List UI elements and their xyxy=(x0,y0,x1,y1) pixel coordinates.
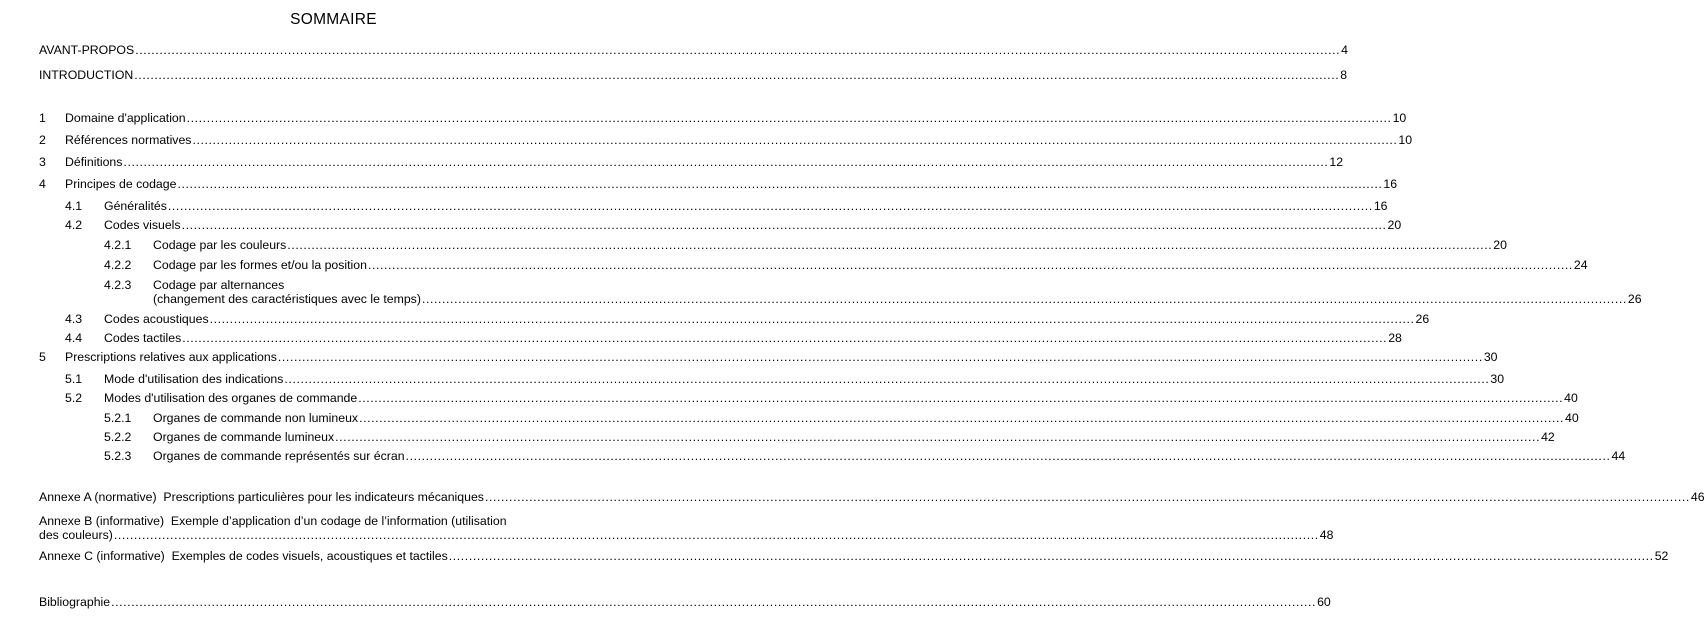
dot-leader: ............................................................................................................................................................................................................................................................................................................ xyxy=(284,372,1490,386)
dot-leader: ............................................................................................................................................................................................................................................................................................................ xyxy=(111,595,1317,609)
toc-entry-label: Codes visuels xyxy=(104,218,181,232)
toc-entry-label: Organes de commande représentés sur écran xyxy=(153,449,405,463)
toc-entry-label: Annexe B (informative) Exemple d’application d’un codage de l’information (utilisation xyxy=(39,514,507,528)
toc-entry-label: Codes tactiles xyxy=(104,331,182,345)
toc-entry-label: Codes acoustiques xyxy=(104,312,209,326)
toc-entry-label: Organes de commande lumineux xyxy=(153,430,335,444)
dot-leader: ............................................................................................................................................................................................................................................................................................................ xyxy=(367,258,1573,272)
toc-entry-page-number: 44 xyxy=(1611,449,1626,463)
dot-leader: ............................................................................................................................................................................................................................................................................................................ xyxy=(405,449,1611,463)
toc-entry-label: Bibliographie xyxy=(39,595,111,609)
toc-entry-number: 3 xyxy=(39,155,46,169)
toc-entry-page-number: 20 xyxy=(1493,238,1507,252)
toc-entry-page-number: 40 xyxy=(1564,391,1578,405)
toc-entry-number: 4.3 xyxy=(65,312,83,326)
dot-leader: ............................................................................................................................................................................................................................................................................................................ xyxy=(421,292,1627,306)
toc-entry-page-number: 26 xyxy=(1415,312,1430,326)
toc-entry-label: Prescriptions relatives aux applications xyxy=(65,350,277,364)
toc-entry-label: Annexe A (normative) Prescriptions particulières pour les indicateurs mécaniques xyxy=(39,490,484,504)
toc-entry-number: 5.2.1 xyxy=(104,411,132,425)
toc-entry-label: Codage par alternances xyxy=(153,278,285,292)
toc-entry-label: INTRODUCTION xyxy=(39,68,134,82)
dot-leader: ............................................................................................................................................................................................................................................................................................................ xyxy=(209,312,1415,326)
toc-entry-label: Domaine d'application xyxy=(65,111,186,125)
dot-leader: ............................................................................................................................................................................................................................................................................................................ xyxy=(181,218,1387,232)
toc-entry-page-number: 42 xyxy=(1541,430,1555,444)
toc-entry-label: Mode d'utilisation des indications xyxy=(104,372,284,386)
toc-entry-label: Organes de commande non lumineux xyxy=(153,411,359,425)
dot-leader: ............................................................................................................................................................................................................................................................................................................ xyxy=(287,238,1493,252)
dot-leader: ............................................................................................................................................................................................................................................................................................................ xyxy=(123,155,1329,169)
toc-entry-page-number: 8 xyxy=(1340,68,1348,82)
dot-leader: ............................................................................................................................................................................................................................................................................................................ xyxy=(335,430,1541,444)
dot-leader: ............................................................................................................................................................................................................................................................................................................ xyxy=(135,43,1341,57)
dot-leader: ............................................................................................................................................................................................................................................................................................................ xyxy=(182,331,1388,345)
toc-entry-page-number: 16 xyxy=(1373,199,1388,213)
toc-entry-number: 5.2.2 xyxy=(104,430,132,444)
toc-entry-page-number: 48 xyxy=(1319,528,1334,542)
toc-entry-page-number: 40 xyxy=(1565,411,1579,425)
toc-entry-number: 4.2 xyxy=(65,218,83,232)
toc-entry-page-number: 30 xyxy=(1490,372,1505,386)
toc-entry-label: AVANT-PROPOS xyxy=(39,43,135,57)
toc-entry-page-number: 30 xyxy=(1483,350,1498,364)
page-title: SOMMAIRE xyxy=(290,11,377,28)
dot-leader: ............................................................................................................................................................................................................................................................................................................ xyxy=(134,68,1340,82)
dot-leader: ............................................................................................................................................................................................................................................................................................................ xyxy=(167,199,1373,213)
toc-entry-label: Codage par les formes et/ou la position xyxy=(153,258,367,272)
toc-entry-page-number: 12 xyxy=(1329,155,1344,169)
toc-entry-label-continued: (changement des caractéristiques avec le temps) xyxy=(153,292,421,306)
toc-entry-page-number: 10 xyxy=(1398,133,1413,147)
dot-leader: ............................................................................................................................................................................................................................................................................................................ xyxy=(359,411,1565,425)
dot-leader: ............................................................................................................................................................................................................................................................................................................ xyxy=(448,549,1654,563)
toc-entry-page-number: 26 xyxy=(1627,292,1642,306)
toc-entry-label: Définitions xyxy=(65,155,123,169)
toc-entry-number: 5.1 xyxy=(65,372,83,386)
toc-entry-page-number: 10 xyxy=(1392,111,1407,125)
toc-entry-label: Généralités xyxy=(104,199,167,213)
toc-entry-number: 1 xyxy=(39,111,46,125)
dot-leader: ............................................................................................................................................................................................................................................................................................................ xyxy=(358,391,1564,405)
toc-entry-page-number: 4 xyxy=(1341,43,1349,57)
toc-entry-label: Annexe C (informative) Exemples de codes visuels, acoustiques et tactiles xyxy=(39,549,448,563)
toc-entry-label: Principes de codage xyxy=(65,177,177,191)
dot-leader: ............................................................................................................................................................................................................................................................................................................ xyxy=(192,133,1398,147)
toc-entry-number: 5 xyxy=(39,350,46,364)
toc-entry-number: 4 xyxy=(39,177,46,191)
toc-entry-number: 4.2.3 xyxy=(104,278,132,292)
toc-entry-label: Codage par les couleurs xyxy=(153,238,287,252)
dot-leader: ............................................................................................................................................................................................................................................................................................................ xyxy=(177,177,1383,191)
toc-entry-label: Modes d'utilisation des organes de commande xyxy=(104,391,358,405)
toc-entry-page-number: 52 xyxy=(1654,549,1669,563)
toc-entry-number: 4.2.1 xyxy=(104,238,132,252)
toc-entry-page-number: 24 xyxy=(1573,258,1588,272)
toc-entry-number: 5.2.3 xyxy=(104,449,132,463)
dot-leader: ............................................................................................................................................................................................................................................................................................................ xyxy=(484,490,1690,504)
toc-entry-page-number: 46 xyxy=(1690,490,1705,504)
toc-entry-page-number: 20 xyxy=(1387,218,1402,232)
dot-leader: ............................................................................................................................................................................................................................................................................................................ xyxy=(186,111,1392,125)
toc-entry-page-number: 28 xyxy=(1388,331,1402,345)
toc-entry-number: 4.1 xyxy=(65,199,83,213)
dot-leader: ............................................................................................................................................................................................................................................................................................................ xyxy=(277,350,1483,364)
toc-entry-page-number: 60 xyxy=(1317,595,1331,609)
toc-entry-number: 5.2 xyxy=(65,391,83,405)
toc-entry-number: 4.4 xyxy=(65,331,83,345)
toc-entry-page-number: 16 xyxy=(1383,177,1398,191)
dot-leader: ............................................................................................................................................................................................................................................................................................................ xyxy=(113,528,1319,542)
toc-entry-number: 2 xyxy=(39,133,46,147)
toc-entry-number: 4.2.2 xyxy=(104,258,132,272)
toc-entry-label-continued: des couleurs) xyxy=(39,528,113,542)
toc-entry-label: Références normatives xyxy=(65,133,192,147)
